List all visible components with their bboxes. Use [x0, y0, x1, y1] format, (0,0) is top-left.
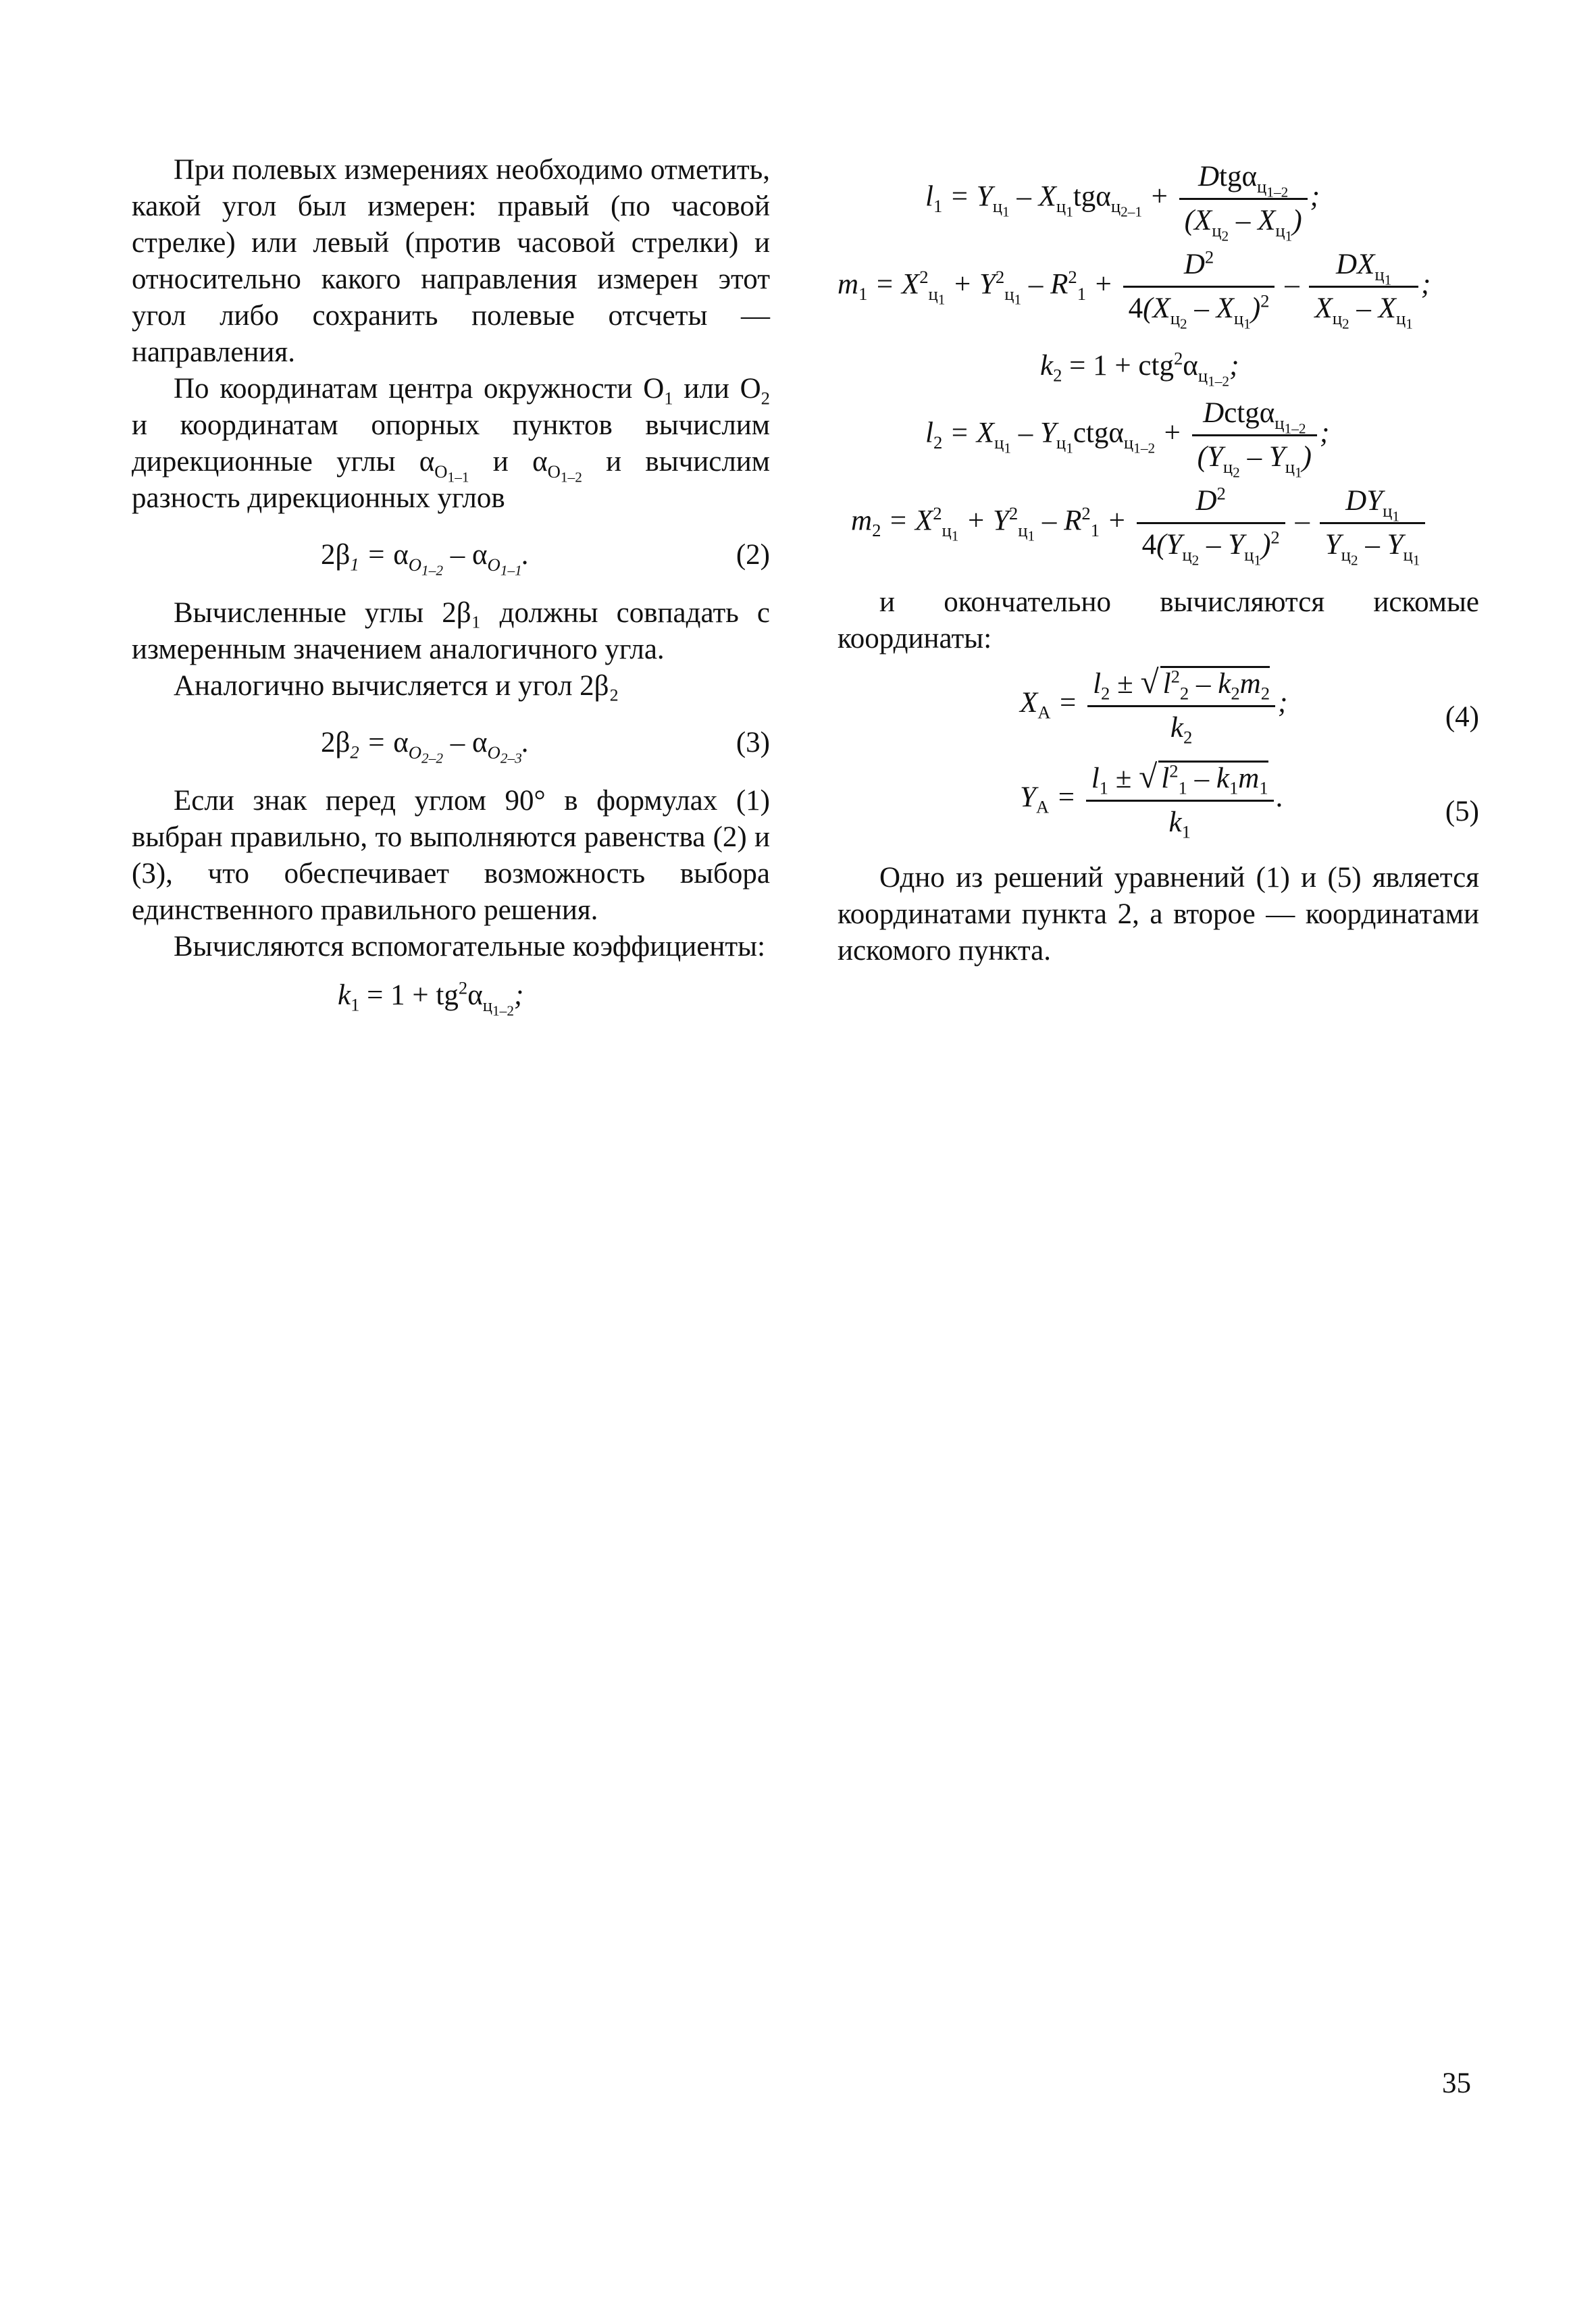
formula-3: $2\beta_2 = \alpha_{O_{2-2}} - \alpha_{O_{2-3}}$.	[321, 727, 530, 766]
fraction: $\frac{D^2}{4(Y_{ц_2} - Y_{ц_1})^2}$	[1137, 483, 1285, 563]
fraction: $\frac{l_1 \pm √ l^2_1 - k_1m_1}{k_1}$	[1086, 759, 1274, 841]
paragraph-sign-choice: Если знак перед углом 90° в формулах (1) выбран правильно, то выполняются равенства (2) и (3), что обеспечивает возможность выбора единственного правильного решения.	[132, 785, 770, 926]
fraction: $\frac{l_2 \pm √ l^2_2 - k_2m_2}{k_2}$	[1087, 664, 1275, 746]
paragraph-field-measurements: При полевых измерениях необходимо отметить, какой угол был измерен: правый (по часовой стрелке) или левый (против часовой стрелки) и относительно какого направления измерен этот угол либо сохранить полевые отсчеты — направления.	[132, 154, 770, 368]
paragraph-computed-angles: Вычисленные углы 2β₁ должны совпадать с измеренным значением аналогичного угла.	[132, 597, 770, 665]
formula-k2	[838, 341, 1479, 395]
fraction: $\frac{DY_{ц_1}}{Y_{ц_2} - Y_{ц_1}}$	[1320, 483, 1426, 563]
equation-5	[838, 759, 1479, 860]
fraction: $\frac{DX_{ц_1}}{X_{ц_2} - X_{ц_1}}$	[1309, 247, 1418, 327]
paragraph-final-coordinates: и окончательно вычисляются искомые координаты:	[838, 586, 1479, 654]
text-run: или O	[673, 373, 761, 405]
left-column	[132, 152, 770, 1030]
equation-number: (2)	[736, 539, 770, 571]
fraction: $\frac{D^2}{4(X_{ц_2} - X_{ц_1})^2}$	[1123, 247, 1275, 327]
page-number: 35	[1442, 2067, 1471, 2099]
formula-content: $l_1 = Y_{ц_1} - X_{ц_1}tg\alpha_{ц_{2-1}}$ + $\frac{Dtg\alpha_{ц_{1-2}}}{(X_{ц_2} - X_{ц_1})}$ ;	[925, 159, 1320, 239]
equation-number: (3)	[736, 727, 770, 759]
paragraph-directional-angles: По координатам центра окружности $O_1$ или $O_2$ и координатам опорных пунктов вычислим дирекционные углы $\alpha_{O_{1-1}}$ и $\alpha_{O_{1-2}}$ и вычислим разность дирекционных углов	[132, 373, 770, 514]
formula-2: $2\beta_1 = \alpha_{O_{1-2}} - \alpha_{O_{1-1}}$.	[321, 539, 530, 578]
formula-content: $k_2 = 1 + ctg^2\alpha_{ц_{1-2}}$;	[1040, 348, 1239, 389]
formula-l1	[838, 159, 1479, 247]
formula-l2	[838, 395, 1479, 483]
fraction: $\frac{Dtg\alpha_{ц_{1-2}}}{(X_{ц_2} - X_{ц_1})}$	[1179, 159, 1308, 239]
equation-3	[132, 710, 770, 777]
formula-content: $X_A$ = $\frac{l_2 \pm √ l^2_2 - k_2m_2}{k_2}$ ;	[1020, 663, 1288, 748]
formula-content: $l_2 = X_{ц_1} - Y_{ц_1}ctg\alpha_{ц_{1-2}}$ + $\frac{Dctg\alpha_{ц_{1-2}}}{(Y_{ц_2} - Y_{ц_1})}$ ;	[925, 395, 1329, 475]
fraction: $\frac{Dctg\alpha_{ц_{1-2}}}{(Y_{ц_2} - Y_{ц_1})}$	[1192, 395, 1317, 475]
text-run: По координатам центра окружности O	[174, 373, 665, 405]
formula-m2	[838, 483, 1479, 584]
text-run: и α	[469, 446, 548, 478]
text-run: и вычислим разность дирекционных углов	[132, 446, 770, 514]
formula-content: $Y_A$ = $\frac{l_1 \pm √ l^2_1 - k_1m_1}{k_1}$ .	[1020, 758, 1284, 842]
equation-number: (5)	[1445, 796, 1479, 827]
equation-k1	[132, 971, 770, 1025]
paragraph-solutions: Одно из решений уравнений (1) и (5) является координатами пункта 2, а второе — координатами искомого пункта.	[838, 862, 1479, 967]
formula-content: $m_1 = X^2_{ц_1} + Y^2_{ц_1} - R^2_1$ + $\frac{D^2}{4(X_{ц_2} - X_{ц_1})^2}$ – $\frac{DX_{ц_1}}{X_{ц_2} - X_{ц_1}}$ ;	[838, 247, 1431, 332]
equation-4	[838, 664, 1479, 759]
formula-m1	[838, 247, 1479, 341]
paragraph-similarly: Аналогично вычисляется и угол 2β₂	[174, 670, 619, 702]
right-column	[838, 152, 1479, 969]
formula-content: $m_2 = X^2_{ц_1} + Y^2_{ц_1} - R^2_1$ + $\frac{D^2}{4(Y_{ц_2} - Y_{ц_1})^2}$ – $\frac{DY_{ц_1}}{Y_{ц_2} - Y_{ц_1}}$	[851, 483, 1428, 563]
formula-k1: $k_1 = 1 + tg^2\alpha_{ц_{1-2}}$;	[338, 977, 524, 1019]
paragraph-coefficients: Вычисляются вспомогательные коэффициенты:	[174, 931, 766, 962]
text-run: и координатам опорных пунктов вычислим дирекционные углы α	[132, 409, 770, 478]
equation-2	[132, 522, 770, 590]
equation-number: (4)	[1445, 701, 1479, 733]
